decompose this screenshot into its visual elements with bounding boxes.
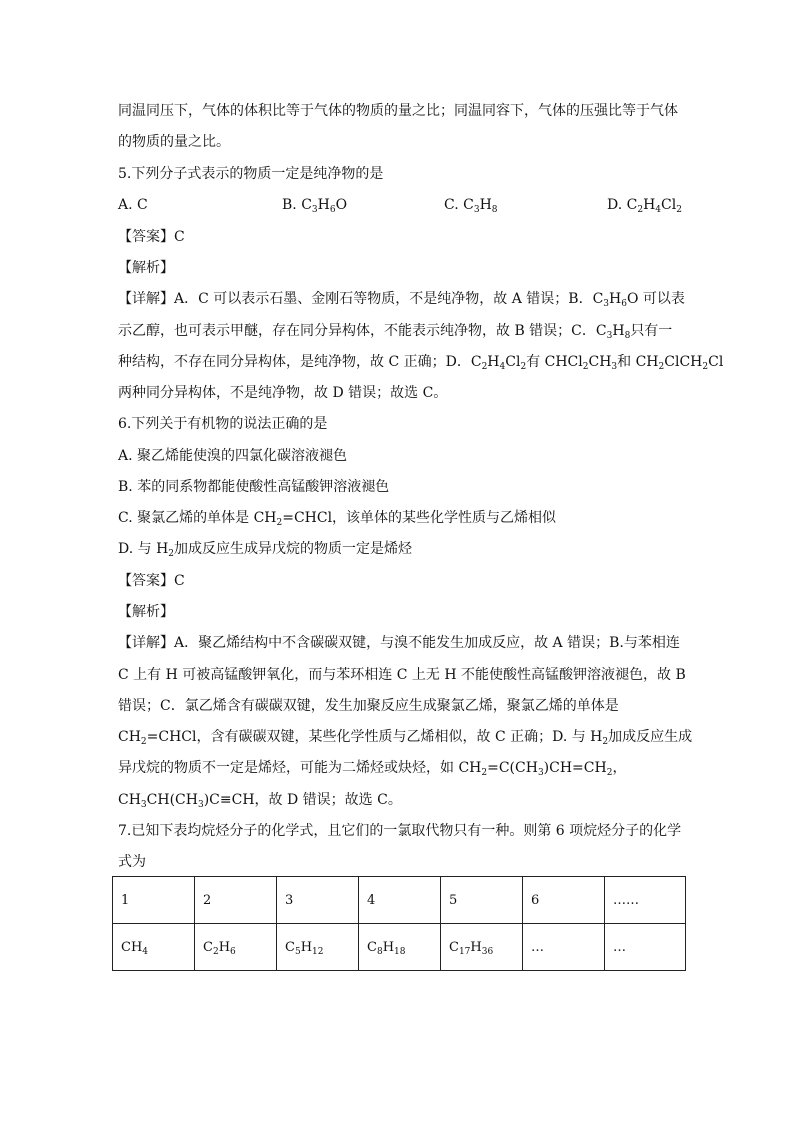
q6-analysis-heading: 【解析】 bbox=[118, 604, 174, 620]
table-cell: 4 bbox=[359, 877, 441, 924]
table-cell: $C_5H_{12}$ bbox=[277, 924, 359, 971]
text-line: 同温同压下，气体的体积比等于气体的物质的量之比；同温同容下，气体的压强比等于气体 bbox=[118, 103, 678, 119]
q6-detail-line: 异戊烷的物质不一定是烯烃，可能为二烯烃或炔烃，如 $CH_2=C(CH_3)CH=CH_2$， bbox=[118, 760, 627, 778]
q5-detail-line: 种结构，不存在同分异构体，是纯净物，故 C 正确；D．$C_2H_4Cl_2$有 $CHCl_2CH_3$和 $CH_2ClCH_2Cl$ bbox=[118, 354, 724, 372]
question-5: 5.下列分子式表示的物质一定是纯净物的是 bbox=[118, 166, 384, 182]
q5-option-c: C. $C_3H_8$ bbox=[444, 197, 498, 215]
question-6: 6.下列关于有机物的说法正确的是 bbox=[118, 416, 328, 432]
alkane-table bbox=[112, 876, 686, 971]
table-cell: $C_8H_{18}$ bbox=[359, 924, 441, 971]
text-line: 的物质的量之比。 bbox=[118, 134, 230, 150]
q6-option-d: D. 与 $H_2$加成反应生成异戊烷的物质一定是烯烃 bbox=[118, 541, 413, 559]
q6-option-b: B. 苯的同系物都能使酸性高锰酸钾溶液褪色 bbox=[118, 479, 390, 495]
q6-answer: 【答案】C bbox=[118, 573, 185, 589]
q5-analysis-heading: 【解析】 bbox=[118, 260, 174, 276]
q5-answer: 【答案】C bbox=[118, 229, 185, 245]
table-cell: $CH_4$ bbox=[113, 924, 195, 971]
q5-option-a: A. C bbox=[118, 197, 148, 213]
table-cell: 3 bbox=[277, 877, 359, 924]
question-7: 7.已知下表均烷烃分子的化学式，且它们的一氯取代物只有一种。则第 6 项烷烃分子的化学 bbox=[118, 823, 682, 839]
q6-detail-line: 错误；C．氯乙烯含有碳碳双键，发生加聚反应生成聚氯乙烯，聚氯乙烯的单体是 bbox=[118, 698, 619, 714]
table-cell: $C_2H_6$ bbox=[195, 924, 277, 971]
q6-detail-line: $CH_2=CHCl$，含有碳碳双键，某些化学性质与乙烯相似，故 C 正确；D. 与 $H_2$加成反应生成 bbox=[118, 729, 693, 747]
table-cell: 5 bbox=[441, 877, 523, 924]
table-cell: 6 bbox=[523, 877, 605, 924]
table-cell: … bbox=[605, 924, 686, 971]
q5-detail-line: 两种同分异构体，不是纯净物，故 D 错误；故选 C。 bbox=[118, 385, 448, 401]
q6-detail-line: $CH_3CH(CH_3)C\equiv CH$，故 D 错误；故选 C。 bbox=[118, 792, 402, 810]
table-cell: $C_{17}H_{36}$ bbox=[441, 924, 523, 971]
table-row bbox=[113, 877, 686, 924]
table-cell: 1 bbox=[113, 877, 195, 924]
table-cell: 2 bbox=[195, 877, 277, 924]
q5-detail-line: 【详解】A．C 可以表示石墨、金刚石等物质，不是纯净物，故 A 错误；B．$C_3H_6O$ 可以表 bbox=[118, 291, 685, 309]
q5-option-b: B. $C_3H_6O$ bbox=[282, 197, 348, 215]
table-row bbox=[113, 924, 686, 971]
q5-option-d: D. $C_2H_4Cl_2$ bbox=[607, 197, 682, 215]
table-cell: … bbox=[523, 924, 605, 971]
q6-detail-line: 【详解】A．聚乙烯结构中不含碳碳双键，与溴不能发生加成反应，故 A 错误；B.与苯相连 bbox=[118, 635, 680, 651]
table-cell: …… bbox=[605, 877, 686, 924]
q5-detail-line: 示乙醇，也可表示甲醚，存在同分异构体，不能表示纯净物，故 B 错误；C．$C_3H_8$只有一 bbox=[118, 323, 673, 341]
question-7: 式为 bbox=[118, 854, 146, 870]
q6-option-c: C. 聚氯乙烯的单体是 $CH_2=CHCl$，该单体的某些化学性质与乙烯相似 bbox=[118, 510, 557, 528]
q6-option-a: A. 聚乙烯能使溴的四氯化碳溶液褪色 bbox=[118, 448, 348, 464]
q6-detail-line: C 上有 H 可被高锰酸钾氧化，而与苯环相连 C 上无 H 不能使酸性高锰酸钾溶液褪色，故 B bbox=[118, 667, 686, 683]
